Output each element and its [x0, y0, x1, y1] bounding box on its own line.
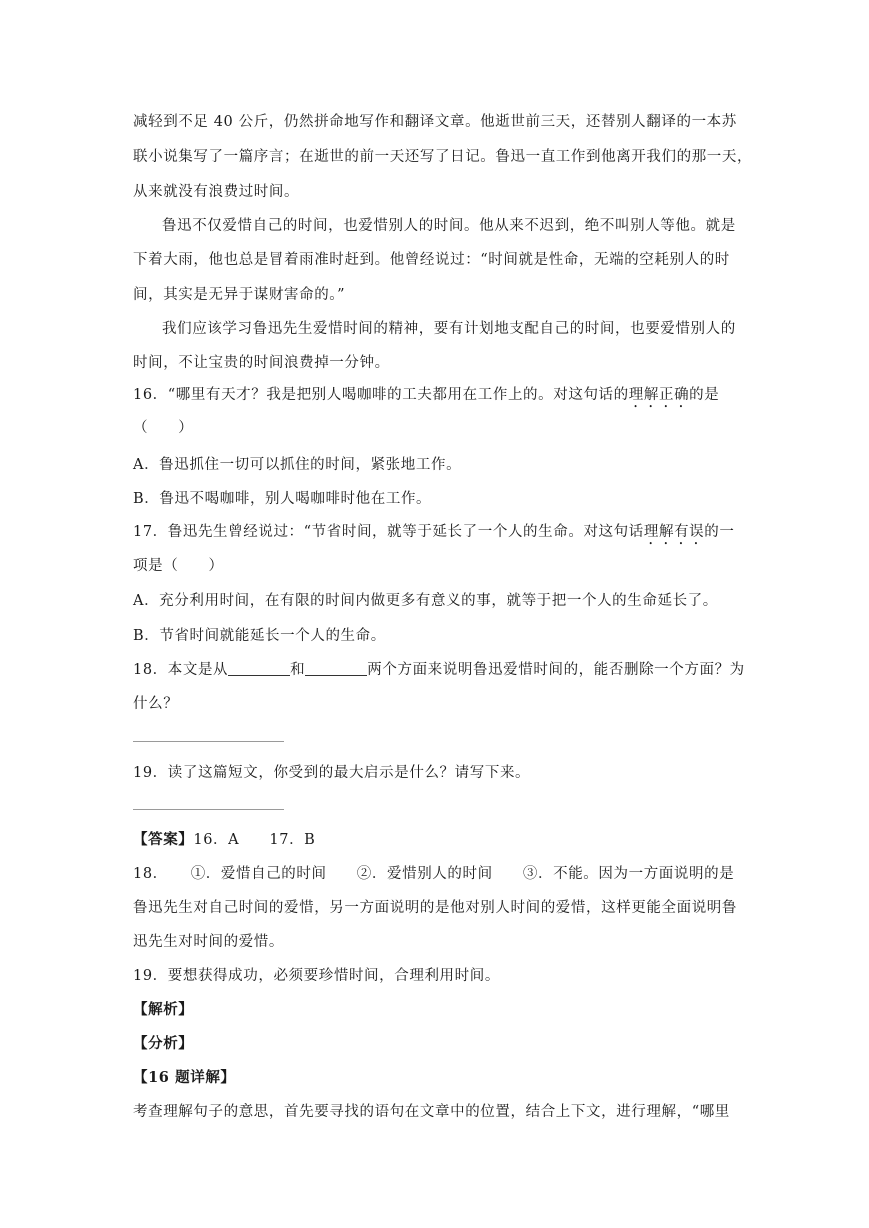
- passage-line: 从来就没有浪费过时间。: [133, 184, 300, 200]
- passage-line: 我们应该学习鲁迅先生爱惜时间的精神，要有计划地支配自己的时间，也要爱惜别人的: [162, 321, 736, 337]
- answer-label: 【答案】: [133, 831, 194, 848]
- answer-18-line: 18． ①．爱惜自己的时间 ②．爱惜别人的时间 ③．不能。因为一方面说明的是: [133, 866, 735, 882]
- question-17-text: 17．鲁迅先生曾经说过：“节省时间，就等于延长了一个人的生命。对这句话: [133, 524, 644, 540]
- passage-line: 时间，不让宝贵的时间浪费掉一分钟。: [133, 355, 390, 371]
- emphasis-text: 理解有误: [643, 524, 705, 540]
- question-18-text: 18．本文是从: [133, 662, 229, 678]
- analysis-heading: 【解析】: [133, 1001, 194, 1018]
- question-16-text: 16．“哪里有天才？我是把别人喝咖啡的工夫都用在工作上的。对这句话的: [133, 387, 629, 403]
- passage-line: 间，其实是无异于谋财害命的。”: [133, 287, 346, 303]
- question-18-stem: [133, 660, 745, 680]
- question-18-text: 两个方面来说明鲁迅爱惜时间的，能否删除一个方面？为: [367, 662, 745, 678]
- detail-heading: 【16 题详解】: [133, 1069, 236, 1086]
- passage-line: 鲁迅不仅爱惜自己的时间，也爱惜别人的时间。他从来不迟到，绝不叫别人等他。就是: [162, 218, 736, 234]
- question-16-option-a: A．鲁迅抓住一切可以抓住的时间，紧张地工作。: [133, 457, 462, 473]
- question-16-option-b: B．鲁迅不喝咖啡，别人喝咖啡时他在工作。: [133, 491, 432, 507]
- answer-18-line: 迅先生对时间的爱惜。: [133, 934, 284, 950]
- question-18-text: 和: [290, 662, 306, 678]
- question-17-text-end: 的一: [704, 524, 735, 540]
- question-18-stem-line2: 什么？: [133, 696, 179, 712]
- question-17-option-a: A．充分利用时间，在有限的时间内做更多有意义的事，就等于把一个人的生命延长了。: [133, 593, 718, 609]
- passage-line: 下着大雨，他也总是冒着雨准时赶到。他曾经说过：“时间就是性命，无端的空耗别人的时: [133, 252, 730, 268]
- answer-parentheses: （ ）: [133, 420, 194, 436]
- question-17-option-b: B．节省时间就能延长一个人的生命。: [133, 628, 386, 644]
- passage-line: 减轻到不足 40 公斤，仍然拼命地写作和翻译文章。他逝世前三天，还替别人翻译的一本苏: [133, 114, 737, 130]
- answer-line[interactable]: [133, 741, 284, 742]
- fill-blank[interactable]: [228, 661, 290, 676]
- answer-16-17: 16．A 17．B: [193, 832, 316, 848]
- answer-18-line: 鲁迅先生对自己时间的爱惜，另一方面说明的是他对别人时间的爱惜，这样更能全面说明鲁: [133, 900, 737, 916]
- question-17-stem: [133, 522, 741, 548]
- emphasis-text: 理解正确: [628, 387, 690, 403]
- answer-19: 19．要想获得成功，必须要珍惜时间，合理利用时间。: [133, 968, 500, 984]
- question-16-stem: [133, 385, 741, 411]
- analysis-subheading: 【分析】: [133, 1035, 194, 1052]
- answer-key-line: [133, 830, 741, 850]
- question-16-text-end: 的是: [689, 387, 720, 403]
- detail-text: 考查理解句子的意思，首先要寻找的语句在文章中的位置，结合上下文，进行理解，“哪里: [133, 1104, 730, 1120]
- question-17-stem-line2: 项是（ ）: [133, 558, 224, 574]
- fill-blank[interactable]: [305, 661, 367, 676]
- passage-line: 联小说集写了一篇序言；在逝世的前一天还写了日记。鲁迅一直工作到他离开我们的那一天，: [133, 149, 753, 165]
- answer-line[interactable]: [133, 809, 284, 810]
- question-19-stem: 19．读了这篇短文，你受到的最大启示是什么？请写下来。: [133, 765, 531, 781]
